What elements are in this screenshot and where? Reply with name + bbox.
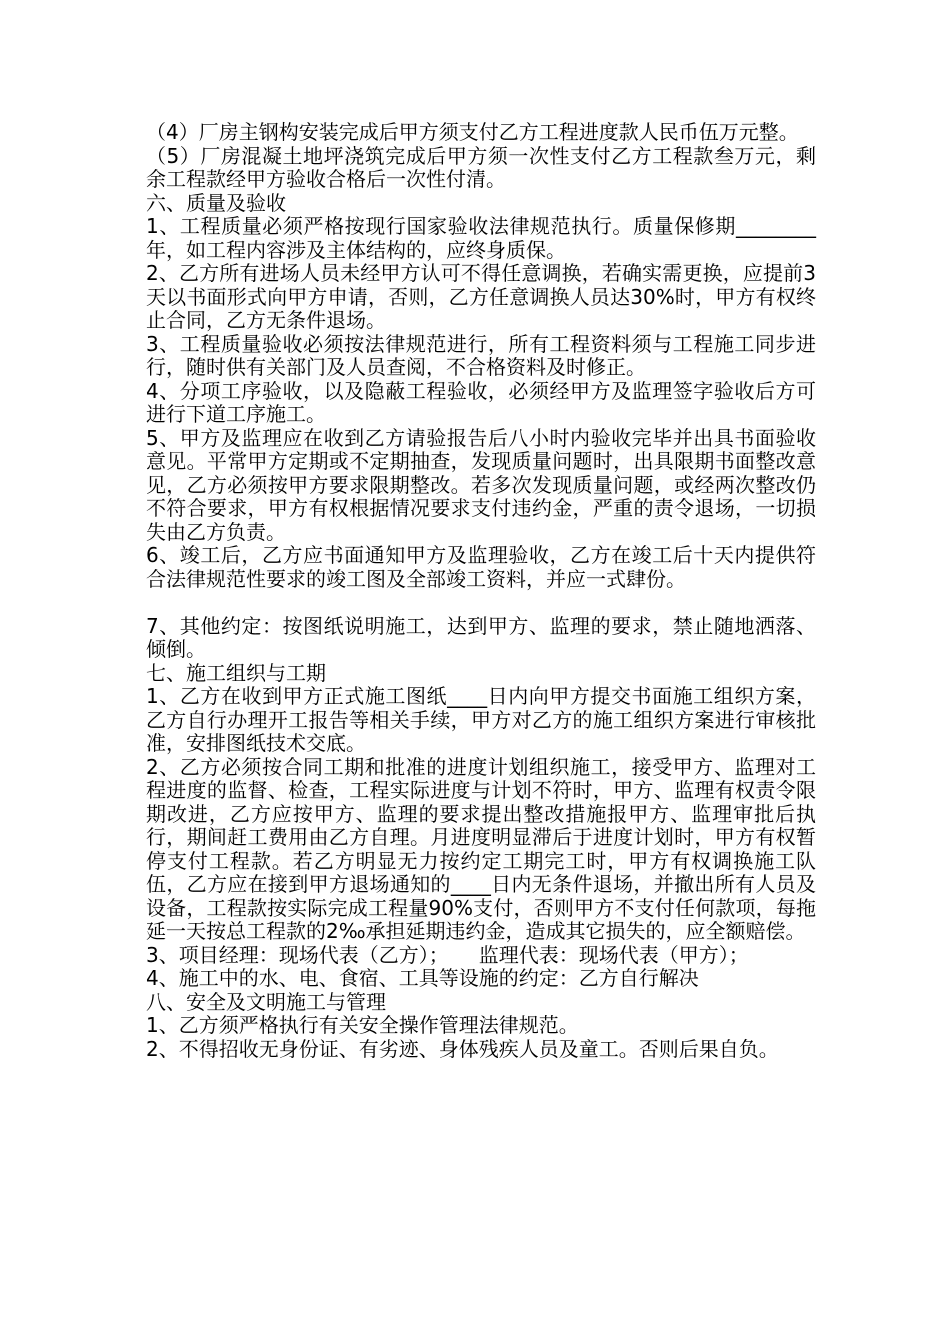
safety-clause-1: 1、乙方须严格执行有关安全操作管理法律规范。 — [146, 1013, 579, 1037]
payment-clause-5: （5）厂房混凝土地坪浇筑完成后甲方须一次性支付乙方工程款叁万元，剩余工程款经甲方验收合格后一次性付清。 — [146, 143, 816, 191]
quality-clause-5: 5、甲方及监理应在收到乙方请验报告后八小时内验收完毕并出具书面验收意见。平常甲方定期或不定期抽查，发现质量问题时，出具限期书面整改意见，乙方必须按甲方要求限期整改。若多次发现质量问题，或经两次整改仍不符合要求，甲方有权根据情况要求支付违约金，严重的责令退场，一切损失由乙方负责。 — [146, 425, 816, 544]
quality-clause-1: 1、工程质量必须严格按现行国家验收法律规范执行。质量保修期________年，如工程内容涉及主体结构的，应终身质保。 — [146, 214, 816, 262]
section-heading-schedule: 七、施工组织与工期 — [146, 660, 326, 685]
schedule-clause-3: 3、项目经理：现场代表（乙方）； 监理代表：现场代表（甲方）； — [146, 942, 749, 967]
section-heading-quality: 六、质量及验收 — [146, 190, 286, 215]
schedule-clause-2: 2、乙方必须按合同工期和批准的进度计划组织施工，接受甲方、监理对工程进度的监督、检查，工程实际进度与计划不符时，甲方、监理有权责令限期改进，乙方应按甲方、监理的要求提出整改措施报甲方、监理审批后执行，期间赶工费用由乙方自理。月进度明显滞后于进度计划时，甲方有权暂停支付工程款。若乙方明显无力按约定工期完工时，甲方有权调换施工队伍，乙方应在接到甲方退场通知的____日内无条件退场，并撤出所有人员及设备，工程款按实际完成工程量90%支付，否则甲方不支付任何款项，每拖延一天按总工程款的2‰承担延期违约金，造成其它损失的，应全额赔偿。 — [146, 754, 816, 943]
schedule-clause-1: 1、乙方在收到甲方正式施工图纸____日内向甲方提交书面施工组织方案，乙方自行办理开工报告等相关手续，甲方对乙方的施工组织方案进行审核批准，安排图纸技术交底。 — [146, 684, 816, 755]
blank-line — [146, 591, 816, 615]
quality-clause-3: 3、工程质量验收必须按法律规范进行，所有工程资料须与工程施工同步进行，随时供有关部门及人员查阅，不合格资料及时修正。 — [146, 331, 816, 379]
safety-clause-2: 2、不得招收无身份证、有劣迹、身体残疾人员及童工。否则后果自负。 — [146, 1036, 779, 1061]
quality-clause-6: 6、竣工后，乙方应书面通知甲方及监理验收，乙方在竣工后十天内提供符合法律规范性要求的竣工图及全部竣工资料，并应一式肆份。 — [146, 543, 816, 591]
quality-clause-4: 4、分项工序验收，以及隐蔽工程验收，必须经甲方及监理签字验收后方可进行下道工序施工。 — [146, 378, 816, 426]
section-heading-safety: 八、安全及文明施工与管理 — [146, 989, 386, 1014]
schedule-clause-4: 4、施工中的水、电、食宿、工具等设施的约定：乙方自行解决 — [146, 966, 699, 990]
quality-clause-2: 2、乙方所有进场人员未经甲方认可不得任意调换，若确实需更换，应提前3天以书面形式向甲方申请，否则，乙方任意调换人员达30%时，甲方有权终止合同，乙方无条件退场。 — [146, 261, 816, 332]
quality-clause-7: 7、其他约定：按图纸说明施工，达到甲方、监理的要求，禁止随地洒落、倾倒。 — [146, 613, 816, 661]
document-page — [146, 121, 816, 1061]
payment-clause-4: （4）厂房主钢构安装完成后甲方须支付乙方工程进度款人民币伍万元整。 — [146, 120, 799, 144]
